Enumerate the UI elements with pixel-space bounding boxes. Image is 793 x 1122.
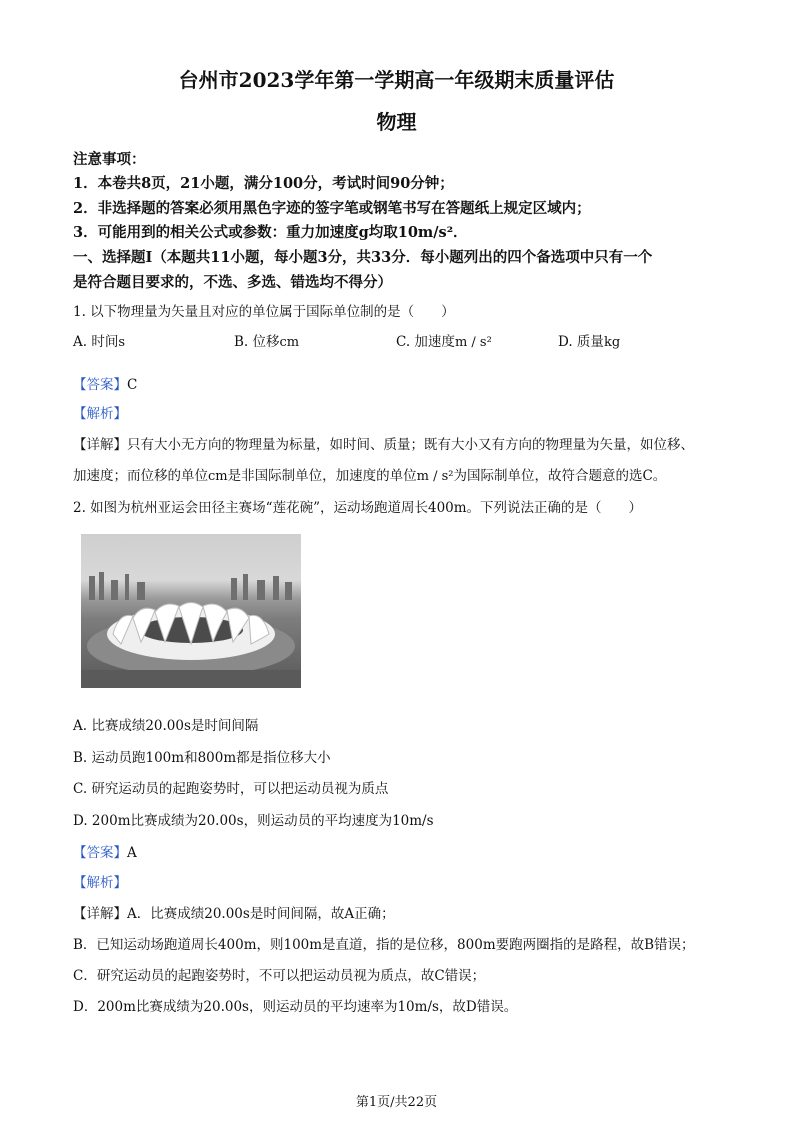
q2-answer-tag: 【答案】 — [73, 845, 127, 861]
q1-option-c-unit: m / s² — [454, 335, 492, 350]
notice-item-1: 1．本卷共8页，21小题，满分100分，考试时间90分钟； — [73, 175, 454, 192]
q2-option-b: B. 运动员跑100m和800m都是指位移大小 — [73, 750, 331, 766]
q1-option-a — [73, 330, 125, 350]
q2-detail-line3: C．研究运动员的起跑姿势时，不可以把运动员视为质点，故C错误； — [73, 968, 486, 984]
q1-answer-value: C — [127, 377, 138, 393]
q1-option-a-unit: s — [118, 335, 126, 350]
q1-detail-unit2: m / s² — [416, 469, 454, 484]
q1-detail-text2c: 为国际制单位，故符合题意的选C。 — [453, 468, 667, 484]
q2-detail-line2: B．已知运动场跑道周长400m，则100m是直道，指的是位移，800m要跑两圈指的是路程，故B错误； — [73, 937, 695, 953]
q1-option-c — [396, 330, 492, 350]
q1-option-b-unit: cm — [279, 335, 300, 350]
q1-answer-tag: 【答案】 — [73, 377, 127, 393]
exam-title: 台州市2023学年第一学期高一年级期末质量评估 — [178, 68, 615, 92]
q2-option-c: C. 研究运动员的起跑姿势时，可以把运动员视为质点 — [73, 781, 389, 797]
q1-option-b-label: B. 位移 — [234, 334, 280, 350]
q1-detail-text2a: 加速度；而位移的单位 — [73, 468, 208, 484]
notice-heading: 注意事项： — [73, 151, 146, 168]
q2-detail-line4: D．200m比赛成绩为20.00s，则运动员的平均速率为10m/s，故D错误。 — [73, 999, 518, 1015]
stadium-illustration — [81, 534, 301, 688]
q1-answer — [73, 373, 137, 393]
q1-option-d-unit: kg — [603, 335, 621, 350]
q2-detail-line1 — [73, 902, 395, 922]
q2-answer-value: A — [127, 845, 137, 861]
q1-option-a-label: A. 时间 — [73, 334, 119, 350]
q1-option-d — [558, 330, 620, 350]
q1-detail-tag: 【详解】 — [73, 437, 127, 453]
notice-item-3: 3．可能用到的相关公式或参数：重力加速度g均取10m/s²． — [73, 224, 468, 241]
q2-answer — [73, 841, 137, 861]
q2-stem: 2. 如图为杭州亚运会田径主赛场“莲花碗”，运动场跑道周长400m。下列说法正确的是（ ） — [73, 500, 643, 516]
q1-option-d-label: D. 质量 — [558, 334, 604, 350]
subject-title: 物理 — [376, 110, 417, 134]
q1-detail-text2b: 是非国际制单位，加速度的单位 — [227, 468, 417, 484]
q2-detail-tag: 【详解】 — [73, 906, 127, 922]
q1-stem: 1. 以下物理量为矢量且对应的单位属于国际单位制的是（ ） — [73, 304, 455, 320]
page-number: 第1页/共22页 — [355, 1095, 438, 1110]
q1-analysis-tag: 【解析】 — [73, 406, 127, 422]
q1-detail-unit1: cm — [208, 469, 228, 484]
q2-option-d: D. 200m比赛成绩为20.00s，则运动员的平均速度为10m/s — [73, 813, 434, 829]
q1-detail-line2 — [73, 464, 666, 484]
notice-item-2: 2．非选择题的答案必须用黑色字迹的签字笔或钢笔书写在答题纸上规定区域内； — [73, 200, 591, 217]
q1-detail-line1 — [73, 433, 694, 453]
q1-detail-text1: 只有大小无方向的物理量为标量，如时间、质量；既有大小又有方向的物理量为矢量，如位移、 — [127, 437, 694, 453]
q2-analysis-tag: 【解析】 — [73, 875, 127, 891]
q1-option-b — [234, 330, 299, 350]
section-heading-line1: 一、选择题Ⅰ（本题共11小题，每小题3分，共33分．每小题列出的四个备选项中只有一个 — [73, 249, 653, 266]
section-heading-line2: 是符合题目要求的，不选、多选、错选均不得分） — [73, 274, 392, 291]
q2-option-a: A. 比赛成绩20.00s是时间间隔 — [73, 718, 259, 734]
stadium-photo — [81, 534, 301, 688]
q2-detail-text1: A．比赛成绩20.00s是时间间隔，故A正确； — [127, 906, 395, 922]
q1-option-c-label: C. 加速度 — [396, 334, 455, 350]
